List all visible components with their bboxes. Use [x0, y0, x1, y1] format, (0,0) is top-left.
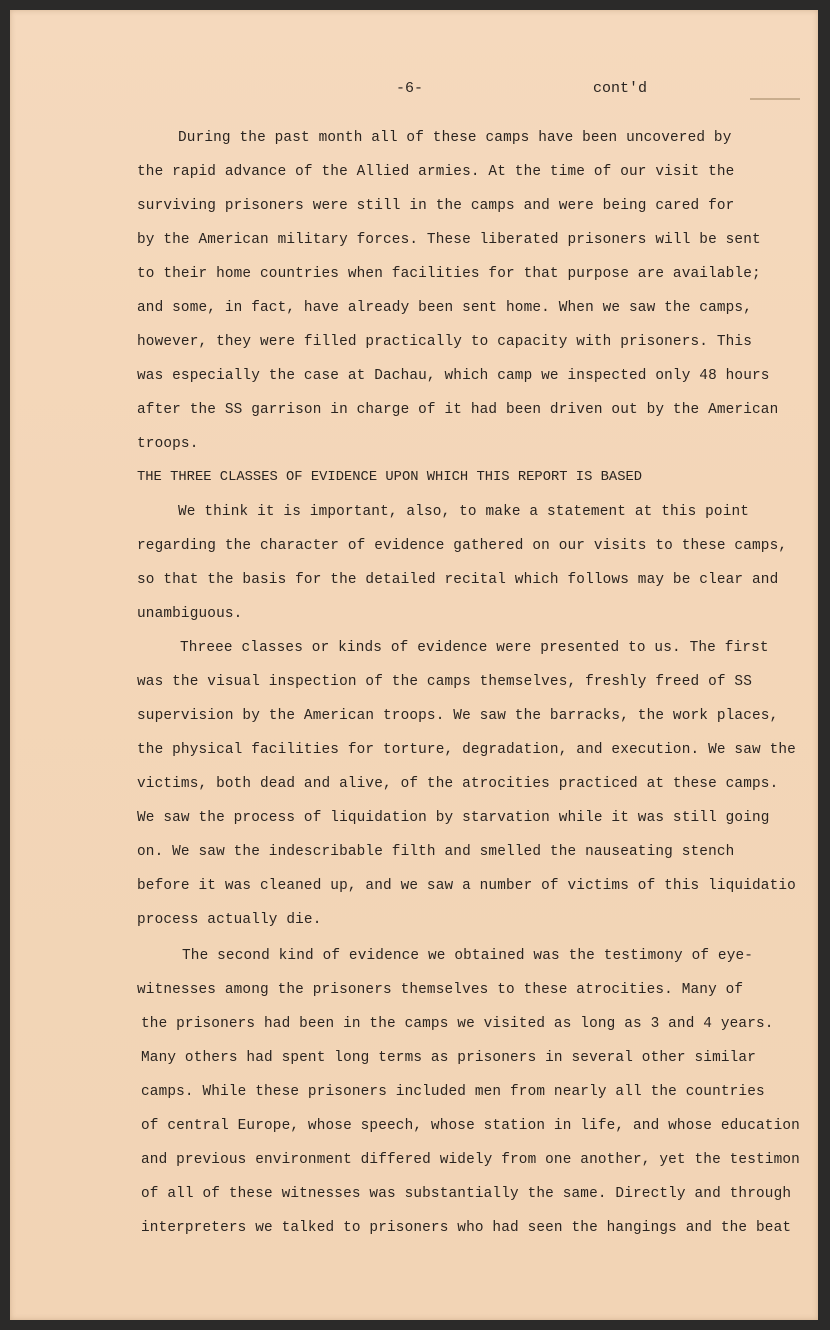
- text-line: supervision by the American troops. We saw the barracks, the work places,: [137, 708, 779, 724]
- text-line: however, they were filled practically to capacity with prisoners. This: [137, 334, 753, 350]
- text-line: We think it is important, also, to make a statement at this point: [178, 504, 750, 520]
- text-line: the prisoners had been in the camps we visited as long as 3 and 4 years.: [141, 1016, 774, 1032]
- text-line: We saw the process of liquidation by starvation while it was still going: [137, 810, 770, 826]
- text-line: Many others had spent long terms as prisoners in several other similar: [141, 1050, 757, 1066]
- text-line: The second kind of evidence we obtained was the testimony of eye-: [182, 948, 754, 964]
- text-line: Threee classes or kinds of evidence were presented to us. The first: [180, 640, 769, 656]
- text-line: the physical facilities for torture, degradation, and execution. We saw the: [137, 742, 796, 758]
- text-line: before it was cleaned up, and we saw a number of victims of this liquidatio: [137, 878, 796, 894]
- text-line: by the American military forces. These liberated prisoners will be sent: [137, 232, 761, 248]
- text-line: victims, both dead and alive, of the atrocities practiced at these camps.: [137, 776, 779, 792]
- text-line: process actually die.: [137, 912, 322, 928]
- text-line: and previous environment differed widely from one another, yet the testimon: [141, 1152, 800, 1168]
- text-line: the rapid advance of the Allied armies. At the time of our visit the: [137, 164, 735, 180]
- text-line: camps. While these prisoners included men from nearly all the countries: [141, 1084, 765, 1100]
- text-line: after the SS garrison in charge of it had been driven out by the American: [137, 402, 779, 418]
- text-line: interpreters we talked to prisoners who had seen the hangings and the beat: [141, 1220, 792, 1236]
- text-line: regarding the character of evidence gathered on our visits to these camps,: [137, 538, 788, 554]
- text-line: so that the basis for the detailed recital which follows may be clear and: [137, 572, 779, 588]
- continued-label: cont'd: [593, 80, 648, 97]
- text-line: troops.: [137, 436, 199, 452]
- text-line: on. We saw the indescribable filth and smelled the nauseating stench: [137, 844, 735, 860]
- text-line: to their home countries when facilities for that purpose are available;: [137, 266, 761, 282]
- page-number: -6-: [396, 80, 424, 97]
- paper-edge-mark: [750, 98, 800, 100]
- document-page: [10, 10, 818, 1320]
- text-line: witnesses among the prisoners themselves to these atrocities. Many of: [137, 982, 744, 998]
- text-line: was the visual inspection of the camps themselves, freshly freed of SS: [137, 674, 753, 690]
- text-line: was especially the case at Dachau, which camp we inspected only 48 hours: [137, 368, 770, 384]
- text-line: of central Europe, whose speech, whose station in life, and whose education: [141, 1118, 800, 1134]
- text-line: and some, in fact, have already been sent home. When we saw the camps,: [137, 300, 753, 316]
- text-line: During the past month all of these camps have been uncovered by: [178, 130, 732, 146]
- text-line: surviving prisoners were still in the camps and were being cared for: [137, 198, 735, 214]
- text-line: unambiguous.: [137, 606, 243, 622]
- section-heading: THE THREE CLASSES OF EVIDENCE UPON WHICH THIS REPORT IS BASED: [137, 470, 643, 485]
- text-line: of all of these witnesses was substantially the same. Directly and through: [141, 1186, 792, 1202]
